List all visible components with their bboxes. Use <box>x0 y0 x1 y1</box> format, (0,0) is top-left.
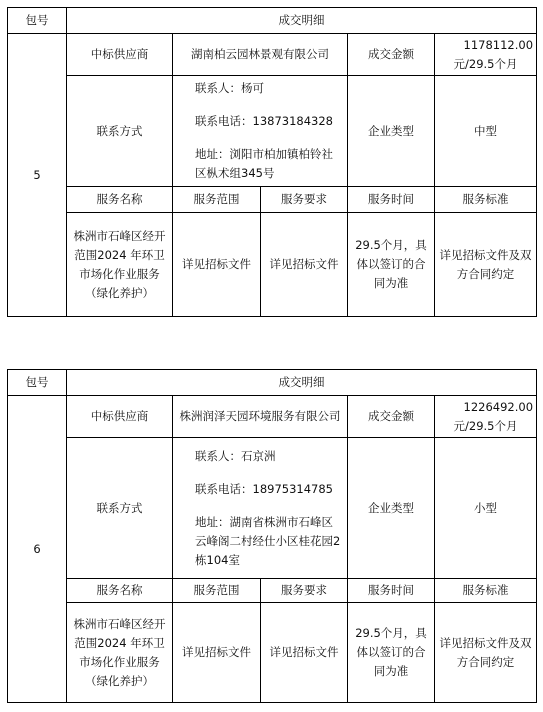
service-row <box>8 603 537 703</box>
enterprise-type-label: 企业类型 <box>348 438 435 579</box>
service-header-row <box>8 187 537 213</box>
supplier-label: 中标供应商 <box>67 34 173 76</box>
service-requirement-header: 服务要求 <box>261 579 348 603</box>
enterprise-type-label: 企业类型 <box>348 76 435 187</box>
amount-label: 成交金额 <box>348 396 435 438</box>
service-name: 株洲市石峰区经开范围2024 年环卫市场化作业服务（绿化养护） <box>67 603 173 703</box>
contact-row <box>8 438 537 579</box>
service-row <box>8 213 537 317</box>
amount-unit: 元/29.5个月 <box>453 418 518 433</box>
service-scope-header: 服务范围 <box>173 187 261 213</box>
service-requirement: 详见招标文件 <box>261 213 348 317</box>
bid-table-package-5 <box>7 7 537 317</box>
contact-info <box>173 76 348 187</box>
service-name-header: 服务名称 <box>67 579 173 603</box>
service-time-header: 服务时间 <box>348 187 435 213</box>
supplier-row <box>8 34 537 76</box>
service-name-header: 服务名称 <box>67 187 173 213</box>
supplier-name: 湖南柏云园林景观有限公司 <box>173 34 348 76</box>
package-number: 5 <box>8 34 67 317</box>
contact-info <box>173 438 348 579</box>
amount-cell <box>435 34 537 76</box>
enterprise-type: 中型 <box>435 76 537 187</box>
service-standard: 详见招标文件及双方合同约定 <box>435 213 537 317</box>
contact-row <box>8 76 537 187</box>
supplier-name: 株洲润泽天园环境服务有限公司 <box>173 396 348 438</box>
contact-address: 地址：湖南省株洲市石峰区云峰阁二村经仕小区桂花园2栋104室 <box>195 514 341 567</box>
bid-table-package-6 <box>7 369 537 703</box>
amount-label: 成交金额 <box>348 34 435 76</box>
service-time: 29.5个月，具体以签订的合同为准 <box>348 213 435 317</box>
amount-value: 1226492.00 <box>463 399 534 414</box>
package-number: 6 <box>8 396 67 703</box>
amount-unit: 元/29.5个月 <box>453 56 518 71</box>
amount-cell <box>435 396 537 438</box>
package-label: 包号 <box>8 8 67 34</box>
service-time-header: 服务时间 <box>348 579 435 603</box>
service-time: 29.5个月，具体以签订的合同为准 <box>348 603 435 703</box>
service-requirement-header: 服务要求 <box>261 187 348 213</box>
contact-phone: 联系电话：13873184328 <box>195 114 333 128</box>
contact-label: 联系方式 <box>67 438 173 579</box>
supplier-row <box>8 396 537 438</box>
enterprise-type: 小型 <box>435 438 537 579</box>
contact-person: 联系人：石京洲 <box>195 448 276 463</box>
contact-phone: 联系电话：18975314785 <box>195 481 333 496</box>
supplier-label: 中标供应商 <box>67 396 173 438</box>
contact-label: 联系方式 <box>67 76 173 187</box>
contact-person: 联系人：杨可 <box>195 81 264 95</box>
service-standard-header: 服务标准 <box>435 579 537 603</box>
service-scope-header: 服务范围 <box>173 579 261 603</box>
package-label: 包号 <box>8 370 67 396</box>
header-row <box>8 370 537 396</box>
service-standard: 详见招标文件及双方合同约定 <box>435 603 537 703</box>
details-title: 成交明细 <box>67 370 537 396</box>
service-header-row <box>8 579 537 603</box>
service-standard-header: 服务标准 <box>435 187 537 213</box>
details-title: 成交明细 <box>67 8 537 34</box>
amount-value: 1178112.00 <box>463 37 534 52</box>
service-requirement: 详见招标文件 <box>261 603 348 703</box>
service-name: 株洲市石峰区经开范围2024 年环卫市场化作业服务（绿化养护） <box>67 213 173 317</box>
service-scope: 详见招标文件 <box>173 603 261 703</box>
contact-address: 地址：浏阳市柏加镇柏铃社区枞术组345号 <box>195 147 333 180</box>
service-scope: 详见招标文件 <box>173 213 261 317</box>
header-row <box>8 8 537 34</box>
